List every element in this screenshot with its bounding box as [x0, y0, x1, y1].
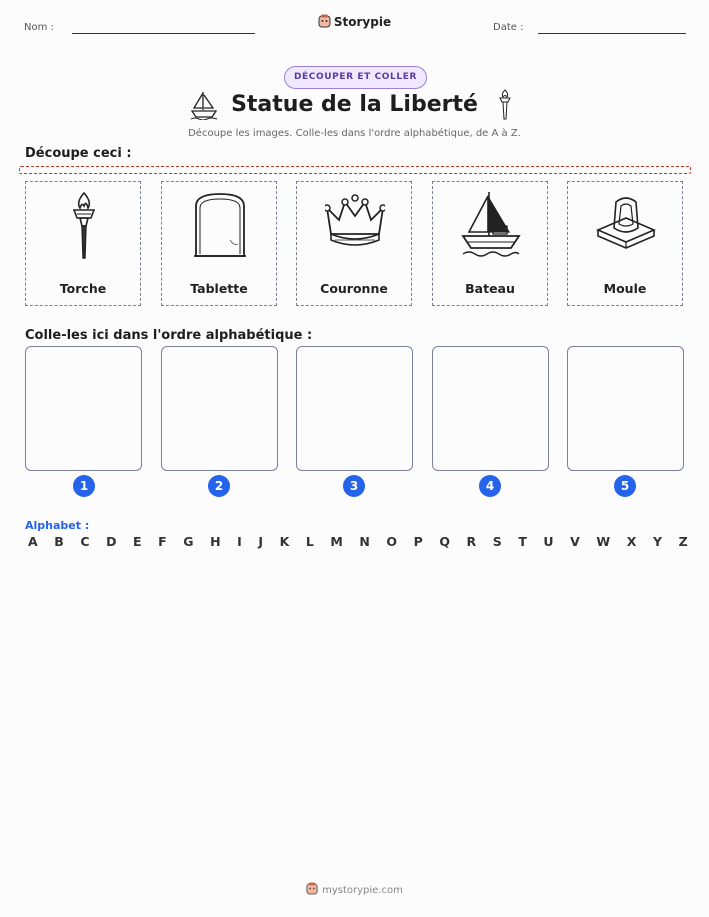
paste-number-4: 4 — [479, 475, 501, 497]
cut-card-torch[interactable] — [25, 181, 141, 306]
cut-label: Couronne — [320, 281, 388, 296]
alphabet-letter: G — [183, 534, 194, 549]
alphabet-letter: U — [543, 534, 554, 549]
cut-label: Tablette — [190, 281, 248, 296]
instructions: Découpe les images. Colle-les dans l'ordre alphabétique, de A à Z. — [188, 128, 521, 139]
torch-title-icon — [498, 89, 512, 125]
date-label: Date : — [493, 22, 524, 33]
alphabet-letter: S — [492, 534, 502, 549]
alphabet-letter: J — [258, 534, 263, 549]
name-line[interactable] — [72, 33, 255, 34]
crown-icon — [325, 190, 385, 262]
alphabet-label: Alphabet : — [25, 519, 90, 532]
alphabet-row — [28, 534, 688, 549]
alphabet-letter: M — [330, 534, 343, 549]
paste-box-5[interactable] — [567, 346, 684, 471]
alphabet-letter: E — [133, 534, 142, 549]
paste-number-1: 1 — [73, 475, 95, 497]
paste-number-5: 5 — [614, 475, 636, 497]
alphabet-letter: Z — [678, 534, 688, 549]
cut-line — [19, 166, 691, 174]
alphabet-letter: Y — [652, 534, 662, 549]
paste-section-label: Colle-les ici dans l'ordre alphabétique : — [25, 328, 313, 343]
page-title: Statue de la Liberté — [231, 92, 478, 117]
cut-card-boat[interactable] — [432, 181, 548, 306]
brand-name: Storypie — [333, 15, 392, 29]
alphabet-letter: B — [54, 534, 64, 549]
tablet-icon — [190, 190, 250, 262]
alphabet-letter: A — [28, 534, 38, 549]
alphabet-letter: C — [80, 534, 90, 549]
footer-url[interactable]: mystorypie.com — [322, 885, 403, 896]
paste-box-4[interactable] — [432, 346, 549, 471]
alphabet-letter: F — [158, 534, 167, 549]
alphabet-letter: O — [386, 534, 398, 549]
paste-box-1[interactable] — [25, 346, 142, 471]
alphabet-letter: P — [413, 534, 423, 549]
alphabet-letter: W — [596, 534, 611, 549]
torch-icon — [54, 190, 114, 262]
cut-label: Torche — [59, 281, 107, 296]
alphabet-letter: L — [305, 534, 314, 549]
storypie-logo-icon — [306, 882, 318, 895]
alphabet-letter: K — [279, 534, 290, 549]
date-line[interactable] — [538, 33, 686, 34]
paste-number-3: 3 — [343, 475, 365, 497]
cut-label: Moule — [603, 281, 647, 296]
boat-icon — [461, 190, 521, 262]
storypie-logo-icon — [318, 14, 331, 28]
brand-header — [0, 14, 709, 29]
alphabet-letter: R — [466, 534, 477, 549]
alphabet-letter: N — [359, 534, 370, 549]
cut-section-label: Découpe ceci : — [25, 146, 132, 161]
name-label: Nom : — [24, 22, 54, 33]
alphabet-letter: I — [237, 534, 242, 549]
cut-label: Bateau — [465, 281, 515, 296]
alphabet-letter: D — [106, 534, 117, 549]
footer — [0, 882, 709, 896]
paste-box-3[interactable] — [296, 346, 413, 471]
cut-card-tablet[interactable] — [161, 181, 277, 306]
alphabet-letter: V — [570, 534, 580, 549]
alphabet-letter: X — [626, 534, 637, 549]
paste-number-2: 2 — [208, 475, 230, 497]
alphabet-letter: T — [518, 534, 527, 549]
mold-icon — [596, 190, 656, 262]
cut-card-crown[interactable] — [296, 181, 412, 306]
alphabet-letter: Q — [439, 534, 450, 549]
activity-badge: DÉCOUPER ET COLLER — [284, 66, 427, 89]
paste-box-2[interactable] — [161, 346, 278, 471]
alphabet-letter: H — [210, 534, 221, 549]
cut-card-mold[interactable] — [567, 181, 683, 306]
